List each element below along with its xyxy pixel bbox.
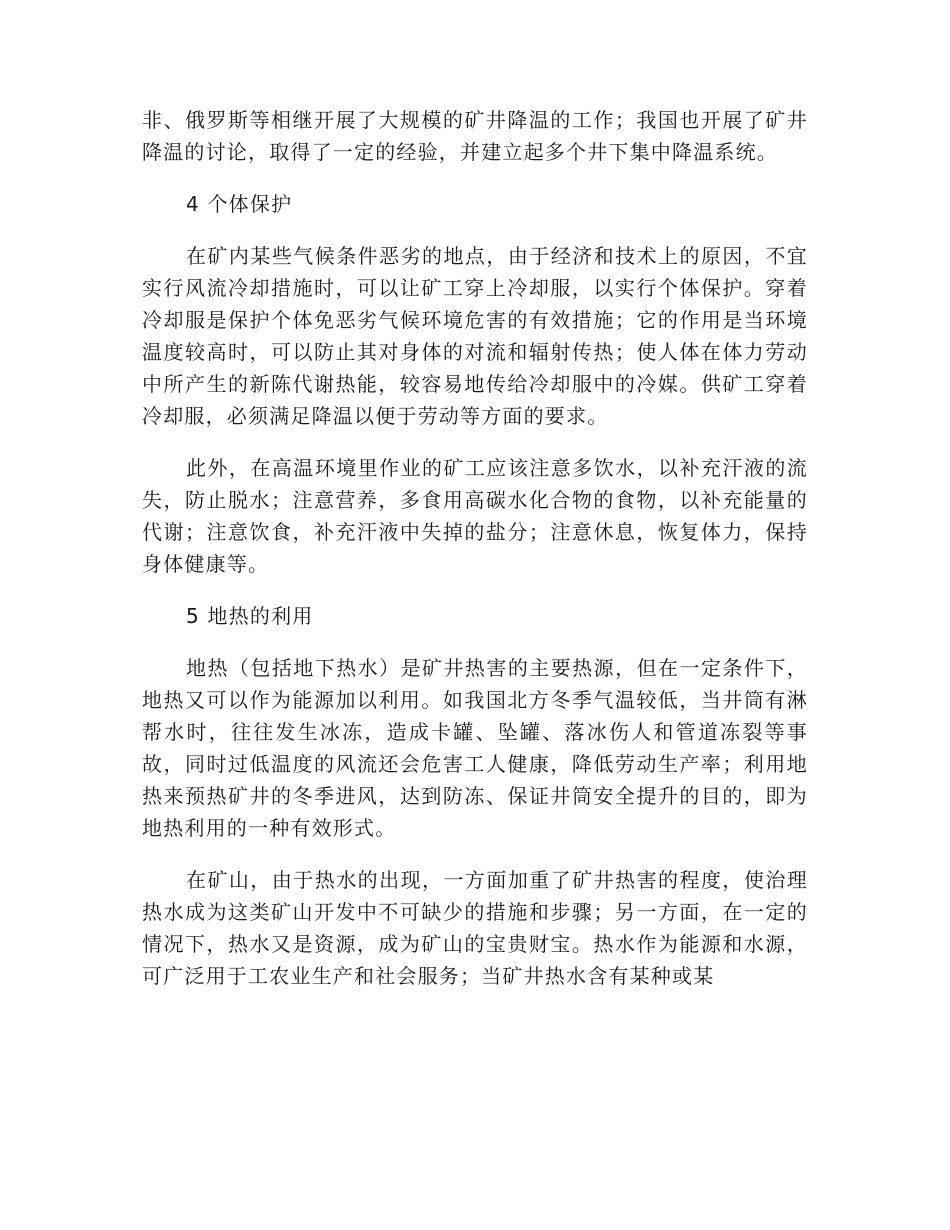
- section-heading-5: 5 地热的利用: [186, 604, 314, 628]
- paragraph-health-advice: 此外，在高温环境里作业的矿工应该注意多饮水，以补充汗液的流失，防止脱水；注意营养，多食用高碳水化合物的食物，以补充能量的代谢；注意饮食，补充汗液中失掉的盐分；注意休息，恢复体力，保持身体健康等。: [142, 456, 808, 576]
- section-heading-4: 4 个体保护: [186, 192, 293, 216]
- paragraph-geothermal: 地热（包括地下热水）是矿井热害的主要热源，但在一定条件下，地热又可以作为能源加以利用。如我国北方冬季气温较低，当井筒有淋帮水时，往往发生冰冻，造成卡罐、坠罐、落冰伤人和管道冻裂等事故，同时过低温度的风流还会危害工人健康，降低劳动生产率；利用地热来预热矿井的冬季进风，达到防冻、保证井筒安全提升的目的，即为地热利用的一种有效形式。: [142, 656, 808, 840]
- document-page: [142, 104, 808, 992]
- paragraph-continued: 非、俄罗斯等相继开展了大规模的矿井降温的工作；我国也开展了矿井降温的讨论，取得了一定的经验，并建立起多个井下集中降温系统。: [142, 108, 808, 164]
- paragraph-cooling-suit: 在矿内某些气候条件恶劣的地点，由于经济和技术上的原因，不宜实行风流冷却措施时，可以让矿工穿上冷却服，以实行个体保护。穿着冷却服是保护个体免恶劣气候环境危害的有效措施；它的作用是当环境温度较高时，可以防止其对身体的对流和辐射传热；使人体在体力劳动中所产生的新陈代谢热能，较容易地传给冷却服中的冷媒。供矿工穿着冷却服，必须满足降温以便于劳动等方面的要求。: [142, 244, 808, 428]
- paragraph-hot-water: 在矿山，由于热水的出现，一方面加重了矿井热害的程度，使治理热水成为这类矿山开发中不可缺少的措施和步骤；另一方面，在一定的情况下，热水又是资源，成为矿山的宝贵财宝。热水作为能源和水源，可广泛用于工农业生产和社会服务；当矿井热水含有某种或某: [142, 868, 808, 988]
